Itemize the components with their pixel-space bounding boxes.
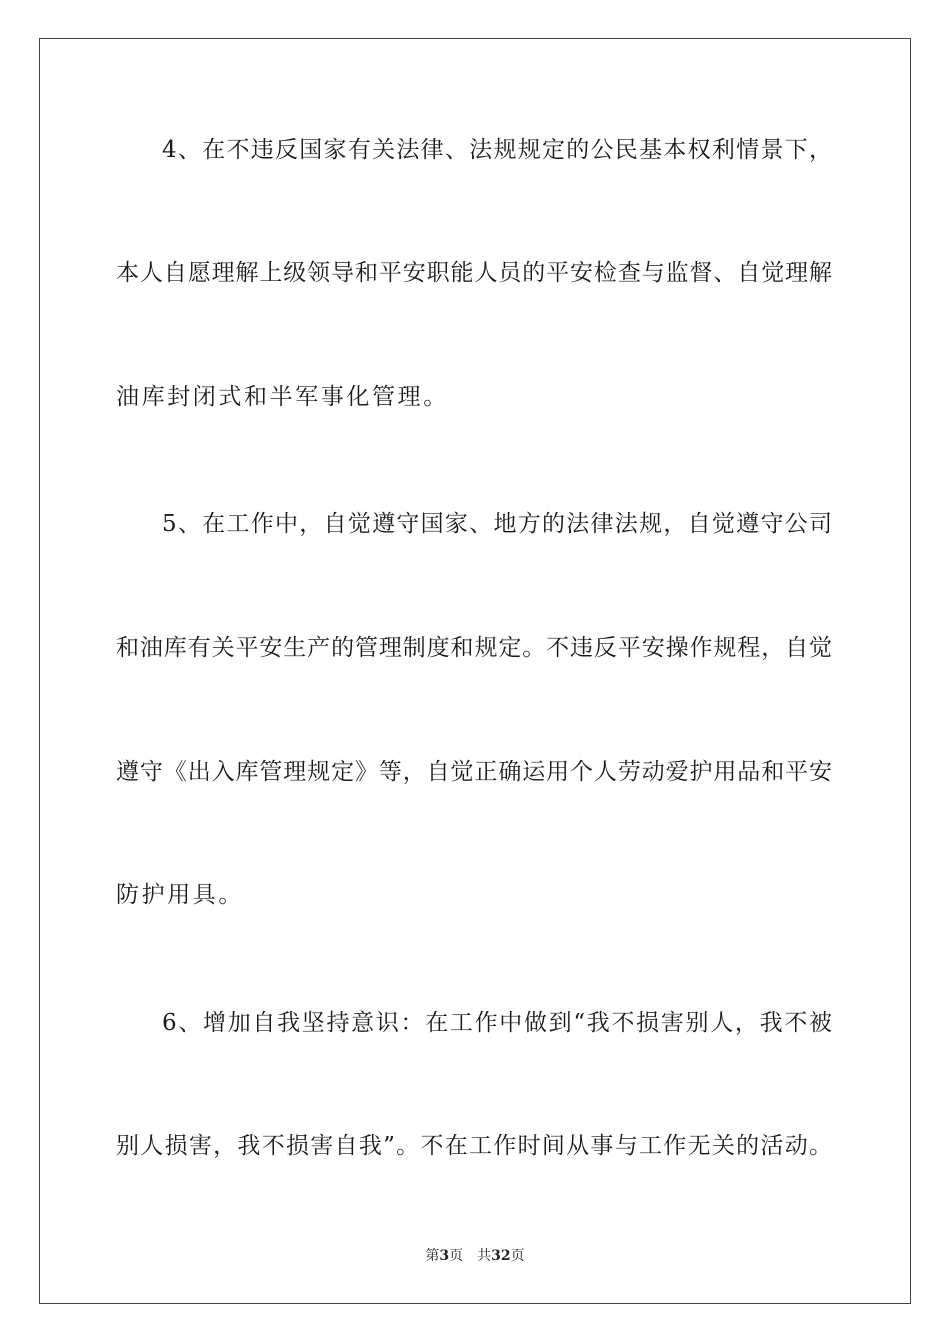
paragraph-6-line-2: 别人损害，我不损害自我”。不在工作时间从事与工作无关的活动。	[116, 1133, 832, 1159]
total-prefix: 共	[477, 1248, 492, 1264]
paragraph-5-line-3: 遵守《出入库管理规定》等，自觉正确运用个人劳动爱护用品和平安	[116, 759, 832, 785]
paragraph-5-line-2: 和油库有关平安生产的管理制度和规定。不违反平安操作规程，自觉	[116, 635, 832, 661]
paragraph-6-line-1: 6、增加自我坚持意识：在工作中做到“我不损害别人，我不被	[162, 1010, 832, 1036]
paragraph-4-line-3: 油库封闭式和半军事化管理。	[116, 384, 449, 410]
paragraph-5-line-1: 5、在工作中，自觉遵守国家、地方的法律法规，自觉遵守公司	[162, 511, 832, 537]
page-frame	[39, 38, 911, 1304]
total-pages: 32	[491, 1248, 511, 1264]
paragraph-4-line-2: 本人自愿理解上级领导和平安职能人员的平安检查与监督、自觉理解	[116, 260, 832, 286]
total-suffix: 页	[510, 1248, 525, 1264]
paragraph-4-line-1: 4、在不违反国家有关法律、法规规定的公民基本权利情景下，	[162, 137, 832, 163]
page-number: 3	[439, 1248, 450, 1264]
paragraph-5-line-4: 防护用具。	[116, 882, 244, 908]
page-prefix: 第	[425, 1248, 440, 1264]
page-footer	[0, 1247, 950, 1265]
page-suffix: 页	[449, 1248, 464, 1264]
